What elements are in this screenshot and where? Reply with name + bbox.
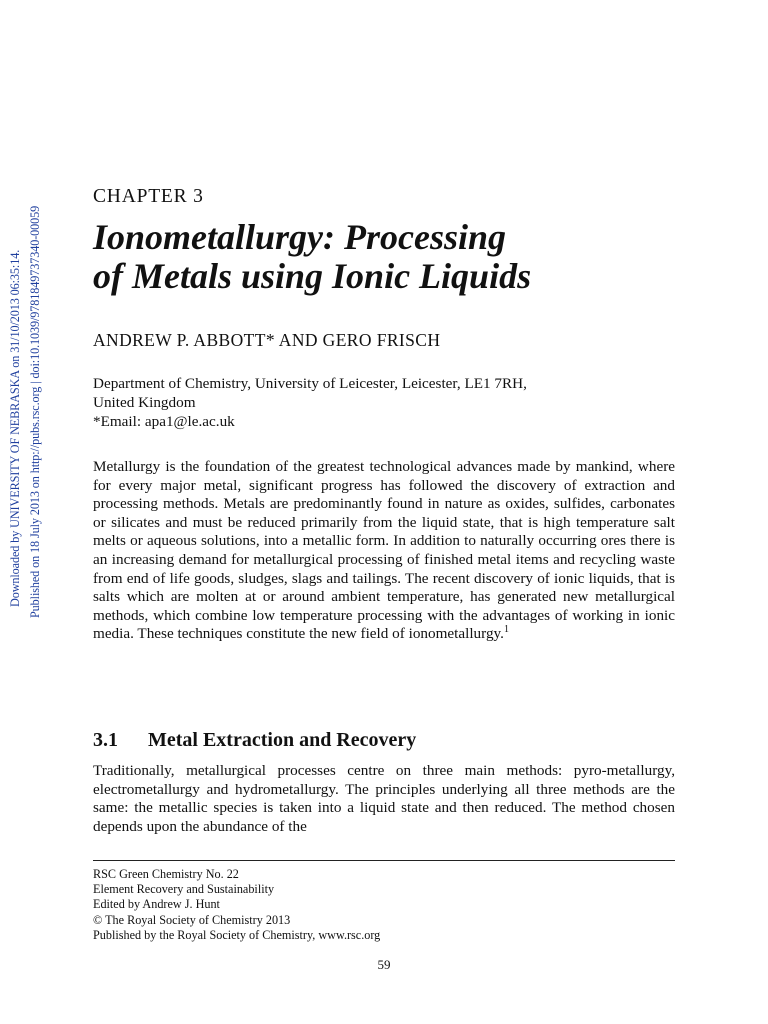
section-title: Metal Extraction and Recovery	[148, 729, 417, 751]
affiliation	[93, 374, 683, 431]
section-body-text: Traditionally, metallurgical processes centre on three main methods: pyro-metallurgy, electrometallurgy and hydrometallurgy. The principles underlying all three methods are the same: the metallic species is taken into a liquid state and then reduced. The method chosen depends upon the abundance of the	[93, 762, 675, 835]
footnote-book-title: Element Recovery and Sustainability	[93, 882, 275, 897]
download-note: Downloaded by UNIVERSITY OF NEBRASKA on 31/10/2013 06:35:14.	[8, 249, 22, 607]
abstract	[93, 458, 675, 644]
chapter-title	[93, 218, 693, 296]
chapter-label: CHAPTER 3	[93, 186, 204, 207]
author-email[interactable]: *Email: apa1@le.ac.uk	[93, 413, 235, 430]
reference-marker[interactable]: 1	[503, 624, 509, 636]
page-number: 59	[377, 957, 391, 972]
footnote-divider	[93, 860, 675, 861]
chapter-title-line-2: of Metals using Ionic Liquids	[93, 256, 532, 296]
publication-doi-note[interactable]: Published on 18 July 2013 on http://pubs.rsc.org | doi:10.1039/9781849737340-00059	[28, 205, 42, 618]
book-footnote	[93, 867, 380, 943]
abstract-text: Metallurgy is the foundation of the greatest technological advances made by mankind, where for every major metal, significant progress has followed the discovery of extraction and processing methods. Metals are predominantly found in nature as oxides, sulfides, carbonates or silicates and must be reduced primarily from the liquid state, that is high temperature salt melts or aqueous solutions, into a metallic form. In addition to naturally occurring ores there is an increasing demand for metallurgical processing of finished metal items and recycling waste from end of life goods, sludges, slags and tailings. The recent discovery of ionic liquids, that is salts which are molten at or around ambient temperature, has generated new metallurgical methods, which combine low temperature processing with the advantages of working in ionic media. These techniques constitute the new field of ionometallurgy.	[93, 458, 675, 643]
footnote-publisher: Published by the Royal Society of Chemistry, www.rsc.org	[93, 927, 381, 942]
affiliation-line-1: Department of Chemistry, University of Leicester, Leicester, LE1 7RH,	[93, 375, 527, 392]
section-number: 3.1	[93, 729, 118, 751]
chapter-title-line-1: Ionometallurgy: Processing	[93, 217, 507, 257]
footnote-copyright: © The Royal Society of Chemistry 2013	[93, 912, 291, 927]
affiliation-line-2: United Kingdom	[93, 394, 196, 411]
footnote-editor: Edited by Andrew J. Hunt	[93, 897, 220, 912]
footnote-series: RSC Green Chemistry No. 22	[93, 867, 239, 881]
section-heading	[93, 729, 416, 752]
authors: ANDREW P. ABBOTT* AND GERO FRISCH	[93, 330, 441, 350]
